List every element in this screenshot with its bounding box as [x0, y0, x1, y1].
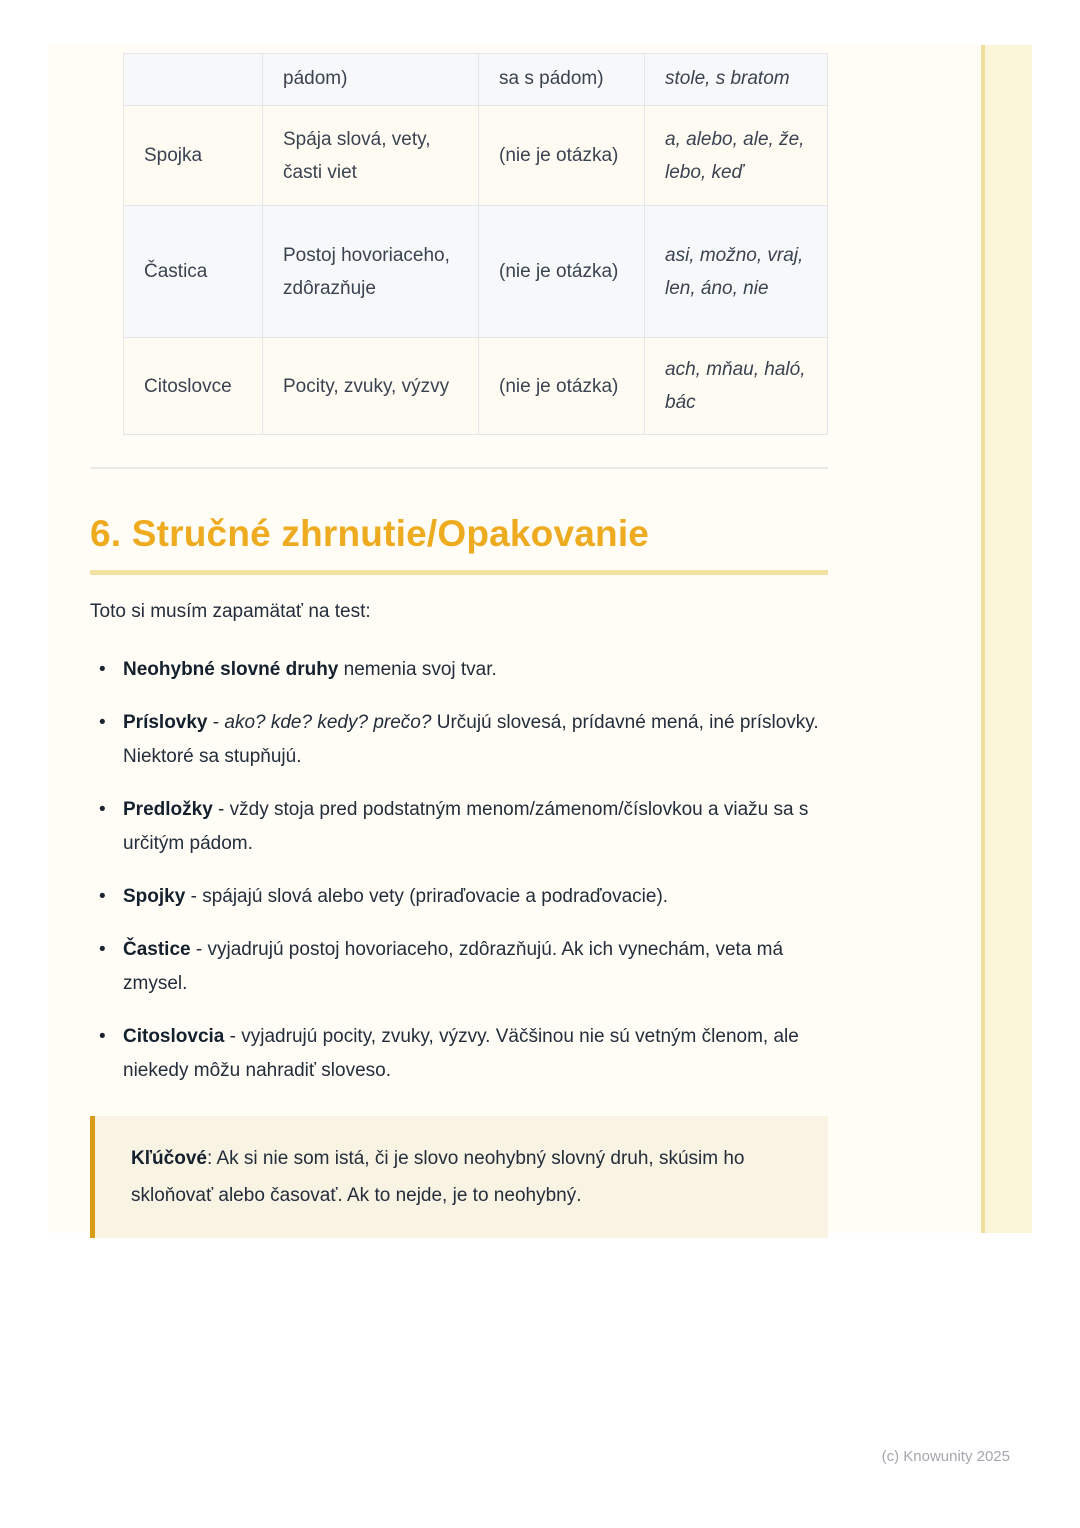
bullet-icon: • — [99, 659, 106, 680]
cell-function: Spája slová, vety, časti viet — [263, 106, 479, 206]
cell-examples: asi, možno, vraj, len, áno, nie — [645, 206, 828, 338]
bullet-text: - vyjadrujú pocity, zvuky, výzvy. Väčšinou nie sú vetným členom, ale niekedy môžu nahradiť sloveso. — [123, 1026, 799, 1081]
list-item — [90, 653, 828, 687]
table-row — [124, 338, 828, 435]
cell-question: (nie je otázka) — [479, 206, 645, 338]
list-item — [90, 933, 828, 1001]
cell-examples: a, alebo, ale, že, lebo, keď — [645, 106, 828, 206]
bullet-italic-text: ako? kde? kedy? prečo? — [224, 712, 432, 733]
cell-question: (nie je otázka) — [479, 338, 645, 435]
list-item — [90, 880, 828, 914]
bullet-icon: • — [99, 799, 106, 820]
cell-examples: stole, s bratom — [645, 54, 828, 106]
bullet-text: Určujú slovesá, prídavné mená, iné príslovky. Niektoré sa stupňujú. — [123, 712, 819, 767]
bullet-text: nemenia svoj tvar. — [338, 659, 497, 680]
summary-list — [90, 653, 828, 1088]
bullet-icon: • — [99, 1026, 106, 1047]
cell-function: pádom) — [263, 54, 479, 106]
list-item — [90, 793, 828, 861]
section-heading: 6. Stručné zhrnutie/Opakovanie — [90, 513, 650, 554]
callout-text — [131, 1140, 798, 1214]
cell-word-class — [124, 54, 263, 106]
intro-paragraph: Toto si musím zapamätať na test: — [90, 601, 371, 622]
list-item — [90, 706, 828, 774]
table-row — [124, 206, 828, 338]
cell-examples: ach, mňau, haló, bác — [645, 338, 828, 435]
callout-body: : Ak si nie som istá, či je slovo neohybný slovný druh, skúsim ho skloňovať alebo časovať. Ak to nejde, je to neohybný. — [131, 1148, 745, 1206]
cell-word-class: Spojka — [124, 106, 263, 206]
callout-lead: Kľúčové — [131, 1148, 207, 1169]
bullet-text: - vždy stoja pred podstatným menom/zámenom/číslovkou a viažu sa s určitým pádom. — [123, 799, 809, 854]
table-row — [124, 54, 828, 106]
parts-of-speech-table-wrapper — [123, 45, 870, 435]
document-page — [48, 45, 1032, 1233]
cell-word-class: Častica — [124, 206, 263, 338]
notebook-margin-rail — [981, 45, 1032, 1233]
bullet-lead: Častice — [123, 939, 191, 960]
bullet-lead: Predložky — [123, 799, 213, 820]
bullet-separator: - — [207, 712, 225, 733]
cell-question: sa s pádom) — [479, 54, 645, 106]
bullet-lead: Príslovky — [123, 712, 208, 733]
list-item — [90, 1020, 828, 1088]
table-row — [124, 106, 828, 206]
bullet-lead: Citoslovcia — [123, 1026, 225, 1047]
bullet-lead: Neohybné slovné druhy — [123, 659, 339, 680]
section-divider — [90, 467, 828, 469]
bullet-text: - spájajú slová alebo vety (priraďovacie a podraďovacie). — [185, 886, 669, 907]
key-takeaway-callout — [90, 1116, 828, 1238]
cell-question: (nie je otázka) — [479, 106, 645, 206]
footer-copyright: (c) Knowunity 2025 — [881, 1448, 1010, 1465]
heading-underline — [90, 570, 828, 575]
parts-of-speech-table — [123, 53, 828, 435]
document-content — [48, 45, 870, 1238]
bullet-icon: • — [99, 939, 106, 960]
cell-word-class: Citoslovce — [124, 338, 263, 435]
cell-function: Postoj hovoriaceho, zdôrazňuje — [263, 206, 479, 338]
bullet-text: - vyjadrujú postoj hovoriaceho, zdôrazňujú. Ak ich vynechám, veta má zmysel. — [123, 939, 784, 994]
bullet-icon: • — [99, 712, 106, 733]
bullet-icon: • — [99, 886, 106, 907]
bullet-lead: Spojky — [123, 886, 186, 907]
cell-function: Pocity, zvuky, výzvy — [263, 338, 479, 435]
